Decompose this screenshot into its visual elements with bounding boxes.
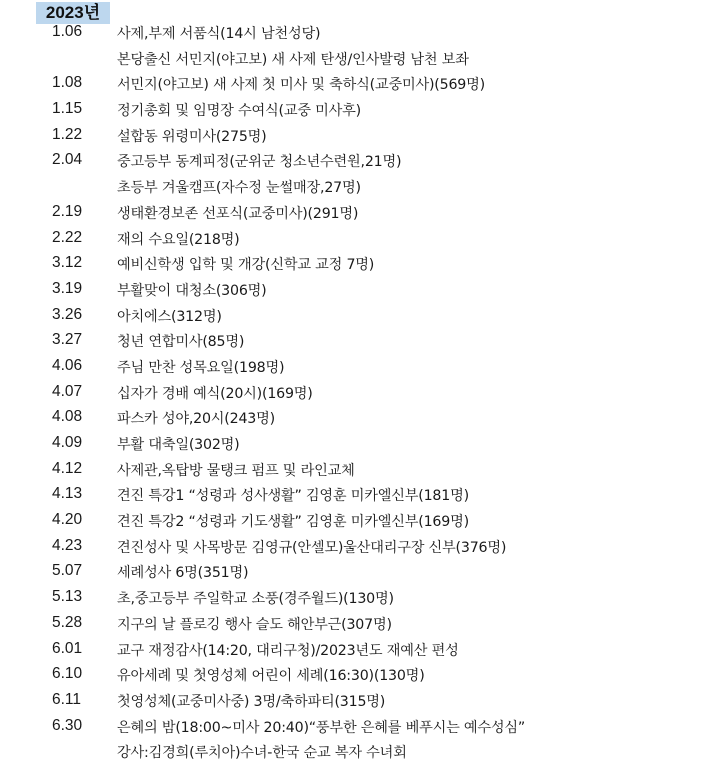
event-row — [0, 174, 718, 200]
event-text: 초,중고등부 주일학교 소풍(경주월드)(130명) — [117, 591, 394, 608]
event-text: 생태환경보존 선포식(교중미사)(291명) — [117, 205, 359, 222]
event-text: 청년 연합미사(85명) — [117, 334, 245, 351]
event-date: 4.23 — [52, 536, 83, 554]
event-text: 첫영성체(교중미사중) 3명/축하파티(315명) — [117, 693, 386, 710]
event-date: 4.12 — [52, 459, 83, 477]
event-row — [0, 20, 718, 46]
event-text: 주님 만찬 성목요일(198명) — [117, 359, 285, 376]
event-text: 파스카 성야,20시(243명) — [117, 411, 275, 428]
event-row — [0, 662, 718, 688]
event-text: 부활 대축일(302명) — [117, 437, 240, 453]
event-text: 본당출신 서민지(야고보) 새 사제 탄생/인사발령 남천 보좌 — [117, 51, 469, 68]
event-text: 초등부 겨울캠프(자수정 눈썰매장,27명) — [117, 180, 361, 197]
event-date: 3.12 — [52, 254, 83, 272]
event-date: 1.22 — [52, 125, 83, 143]
event-row — [0, 277, 718, 303]
event-row — [0, 251, 718, 277]
event-row — [0, 508, 718, 534]
event-row — [0, 354, 718, 380]
event-text: 예비신학생 입학 및 개강(신학교 교정 7명) — [117, 257, 375, 274]
event-date: 4.13 — [52, 485, 83, 503]
event-date: 6.10 — [52, 665, 83, 683]
event-date: 3.27 — [52, 331, 83, 349]
event-date: 1.08 — [52, 74, 83, 92]
event-text: 서민지(야고보) 새 사제 첫 미사 및 축하식(교중미사)(569명) — [117, 77, 485, 94]
event-text: 사제관,옥탑방 물탱크 펌프 및 라인교체 — [117, 462, 355, 479]
event-date: 4.20 — [52, 511, 83, 529]
event-date: 1.06 — [52, 23, 83, 40]
event-row — [0, 405, 718, 431]
event-text: 중고등부 동계피정(군위군 청소년수련원,21명) — [117, 154, 402, 171]
event-date: 6.01 — [52, 639, 83, 657]
event-row — [0, 226, 718, 252]
year-header: 2023년 — [36, 2, 110, 24]
event-row — [0, 328, 718, 354]
event-row — [0, 739, 718, 765]
event-row — [0, 688, 718, 714]
event-row — [0, 585, 718, 611]
event-row — [0, 457, 718, 483]
event-date: 6.30 — [52, 716, 83, 734]
event-text: 지구의 날 플로깅 행사 슬도 해안부근(307명) — [117, 616, 392, 633]
event-text: 아치에스(312명) — [117, 308, 222, 325]
event-row — [0, 200, 718, 226]
event-date: 3.26 — [52, 305, 83, 323]
event-date: 5.13 — [52, 588, 83, 606]
event-date: 2.04 — [52, 151, 83, 169]
event-date: 5.28 — [52, 613, 83, 631]
event-row — [0, 148, 718, 174]
event-date: 5.07 — [52, 562, 83, 580]
event-text: 견진 특강1 “성령과 성사생활” 김영훈 미카엘신부(181명) — [117, 488, 469, 505]
event-date: 4.06 — [52, 356, 83, 374]
event-date: 1.15 — [52, 100, 83, 118]
event-row — [0, 482, 718, 508]
event-row — [0, 559, 718, 585]
event-row — [0, 303, 718, 329]
event-row — [0, 714, 718, 740]
event-row — [0, 534, 718, 560]
event-date: 3.19 — [52, 279, 83, 297]
event-row — [0, 637, 718, 663]
event-text: 견진 특강2 “성령과 기도생활” 김영훈 미카엘신부(169명) — [117, 514, 469, 531]
event-text: 유아세례 및 첫영성체 어린이 세례(16:30)(130명) — [117, 668, 425, 685]
event-row — [0, 431, 718, 457]
event-date: 2.22 — [52, 228, 83, 246]
event-text: 사제,부제 서품식(14시 남천성당) — [117, 26, 321, 42]
event-list — [0, 20, 718, 765]
event-text: 설합동 위령미사(275명) — [117, 128, 267, 145]
event-date: 4.07 — [52, 382, 83, 400]
event-text: 부활맞이 대청소(306명) — [117, 282, 267, 299]
event-text: 세례성사 6명(351명) — [117, 565, 249, 582]
event-text: 은혜의 밤(18:00~미사 20:40)“풍부한 은혜를 베푸시는 예수성심” — [117, 719, 526, 736]
event-row — [0, 71, 718, 97]
event-text: 견진성사 및 사목방문 김영규(안셀모)울산대리구장 신부(376명) — [117, 539, 507, 556]
event-date: 6.11 — [52, 690, 82, 708]
event-text: 십자가 경배 예식(20시)(169명) — [117, 385, 313, 402]
event-date: 2.19 — [52, 202, 83, 220]
event-row — [0, 611, 718, 637]
event-date: 4.08 — [52, 408, 83, 426]
event-text: 교구 재정감사(14:20, 대리구청)/2023년도 재예산 편성 — [117, 642, 459, 659]
event-row — [0, 123, 718, 149]
event-text: 정기총회 및 임명장 수여식(교중 미사후) — [117, 103, 361, 120]
event-row — [0, 97, 718, 123]
event-row — [0, 380, 718, 406]
event-text: 강사:김경희(루치아)수녀-한국 순교 복자 수녀회 — [117, 745, 407, 762]
event-text: 재의 수요일(218명) — [117, 231, 240, 248]
event-date: 4.09 — [52, 434, 83, 451]
event-row — [0, 46, 718, 72]
